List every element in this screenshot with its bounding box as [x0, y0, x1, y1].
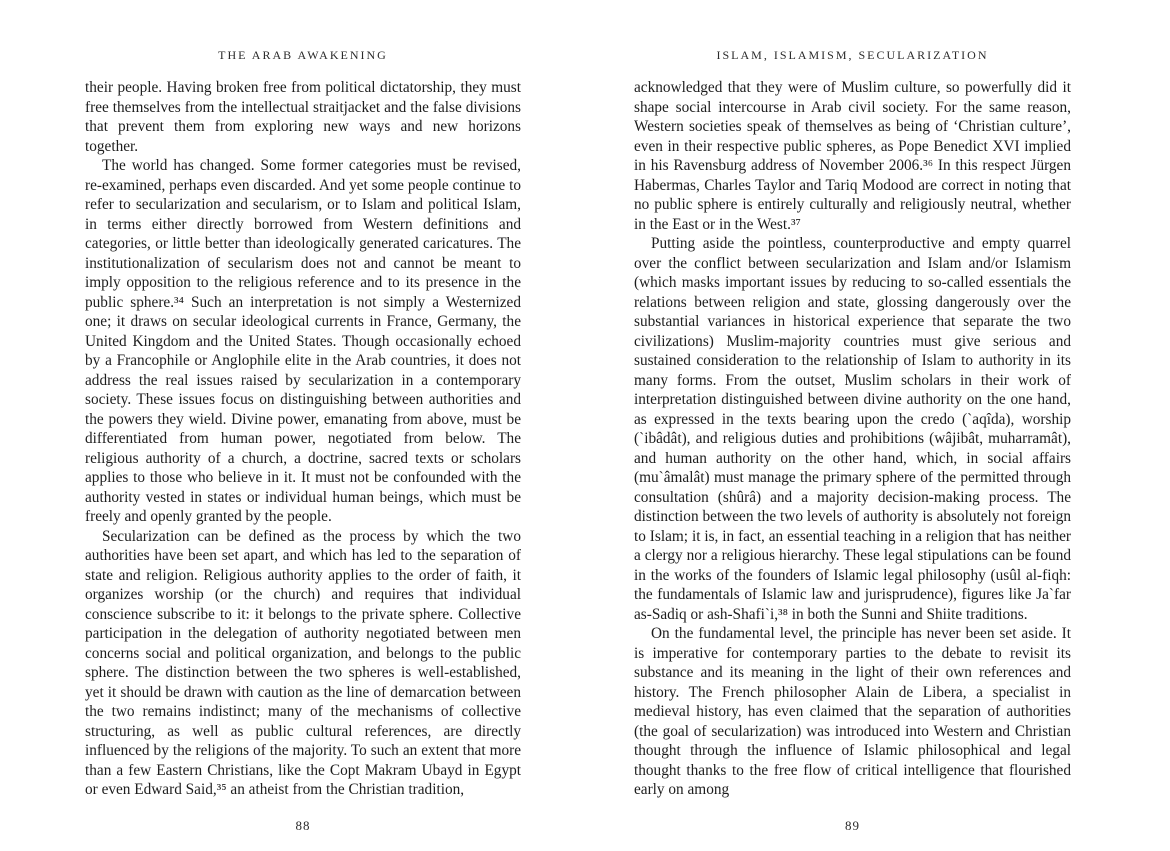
paragraph: The world has changed. Some former categories must be revised, re-examined, perhaps even discarded. And yet some people continue to refer to secularization and secularism, or to Islam and political Islam, in terms either directly borrowed from Western definitions and categories, or little better than ideologically generated caricatures. The institutionalization of secularism does not and cannot be meant to imply opposition to the religious reference and to its presence in the public sphere.³⁴ Such an interpretation is not simply a Westernized one; it draws on secular ideological currents in France, Germany, the United Kingdom and the United States. Though occasionally echoed by a Francophile or Anglophile elite in the Arab countries, it does not address the real issues raised by secularization in a contemporary society. These issues focus on distinguishing between authorities and the powers they wield. Divine power, emanating from above, must be differentiated from human power, negotiated from below. The religious authority of a church, a doctrine, sacred texts or scholars applies to those who believe in it. It must not be confounded with the authority vested in states or individual human beings, which must be freely and openly granted by the people. [85, 157, 521, 525]
left-page [85, 0, 521, 851]
paragraph: Putting aside the pointless, counterproductive and empty quarrel over the conflict between secularization and Islam and/or Islamism (which masks important issues by reducing to so-called essentials the relations between religion and state, glossing dangerously over the substantial variances in historical experience that separate the two civilizations) Muslim-majority countries must give serious and sustained consideration to the relationship of Islam to authority in its many forms. From the outset, Muslim scholars in their work of interpretation distinguished between divine authority on the one hand, as expressed in the texts bearing upon the credo (`aqîda), worship (`ibâdât), and religious duties and prohibitions (wâjibât, muharramât), and human authority on the other hand, which, in social affairs (mu`âmalât) must manage the primary sphere of the permitted through consultation (shûrâ) and a majority decision-making process. The distinction between the two levels of authority is absolutely not foreign to Islam; it is, in fact, an essential teaching in a religion that has neither a clergy nor a religious hierarchy. These legal stipulations can be found in the works of the founders of Islamic legal philosophy (usûl al-fiqh: the fundamentals of Islamic law and jurisprudence), figures like Ja`far as-Sadiq or ash-Shafi`i,³⁸ in both the Sunni and Shiite traditions. [634, 235, 1071, 623]
running-head-right: ISLAM, ISLAMISM, SECULARIZATION [716, 48, 989, 62]
paragraph: Secularization can be defined as the process by which the two authorities have been set apart, and which has led to the separation of state and religion. Religious authority applies to the order of faith, it organizes worship (or the church) and requires that individual conscience subscribe to it: it belongs to the private sphere. Collective participation in the delegation of authority negotiated between men concerns social and political organization, and belongs to the public sphere. The distinction between the two spheres is well-established, yet it should be drawn with caution as the line of demarcation between the two remains indistinct; many of the mechanisms of collective structuring, as well as public cultural references, are directly influenced by the religions of the majority. To such an extent that more than a few Eastern Christians, like the Copt Makram Ubayd in Egypt or even Edward Said,³⁵ an atheist from the Christian tradition, [85, 527, 521, 798]
body-text-right [634, 78, 1071, 800]
page-number-right: 89 [845, 818, 860, 833]
right-page [634, 0, 1071, 851]
paragraph: acknowledged that they were of Muslim culture, so powerfully did it shape social intercourse in Arab civil society. For the same reason, Western societies speak of themselves as being of ‘Christian culture’, even in their respective public spheres, as Pope Benedict XVI implied in his Ravensburg address of November 2006.³⁶ In this respect Jürgen Habermas, Charles Taylor and Tariq Modood are correct in noting that no public sphere is entirely culturally and religiously neutral, whether in the East or in the West.³⁷ [634, 79, 1071, 233]
paragraph: On the fundamental level, the principle has never been set aside. It is imperative for contemporary parties to the debate to revisit its substance and its meaning in the light of their own references and history. The French philosopher Alain de Libera, a specialist in medieval history, has even claimed that the separation of authorities (the goal of secularization) was introduced into Western and Christian thought through the influence of Islamic philosophical and legal thought thanks to the free flow of critical intelligence that flourished early on among [634, 625, 1071, 798]
body-text-left [85, 78, 521, 800]
running-head-left: THE ARAB AWAKENING [218, 48, 388, 62]
paragraph: their people. Having broken free from political dictatorship, they must free themselves from the intellectual straitjacket and the false divisions that prevent them from exploring new ways and new horizons together. [85, 79, 521, 155]
page-number-left: 88 [295, 818, 311, 833]
